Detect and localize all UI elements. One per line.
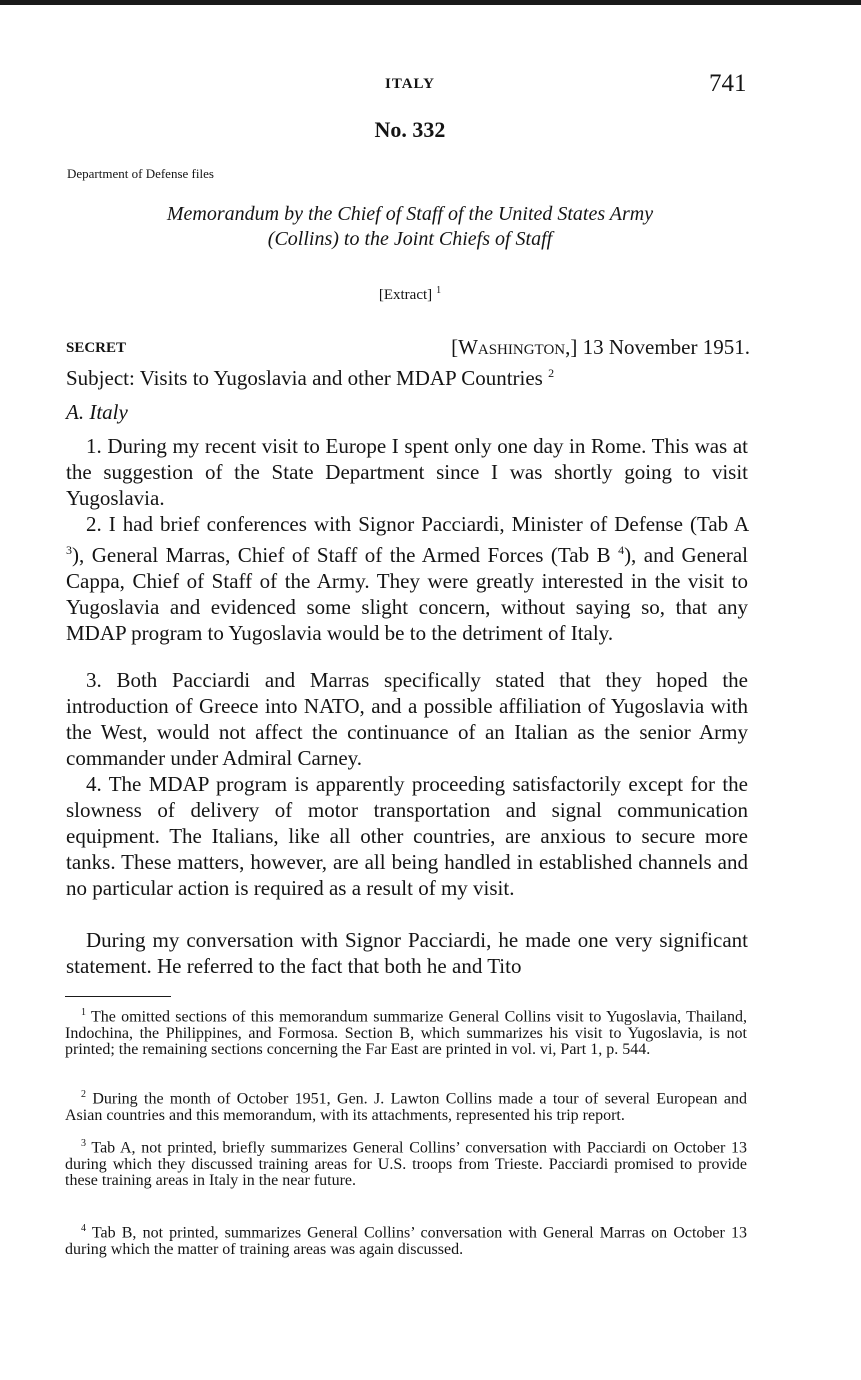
- paragraph-2-part-b: ), General Marras, Chief of Staff of the Armed Forces (Tab B: [72, 543, 611, 567]
- page-top-edge: [0, 0, 861, 5]
- section-heading: A. Italy: [66, 400, 128, 424]
- document-title-line-1: Memorandum by the Chief of Staff of the United States Army: [166, 203, 654, 225]
- extract-label: [0, 285, 820, 304]
- footnote-ref-2: 2: [548, 366, 555, 380]
- footnote-4-text: Tab B, not printed, summarizes General Collins’ conversation with General Marras on October 13 during which the matter of training areas was again discussed.: [65, 1224, 747, 1258]
- footnote-2-marker: 2: [81, 1089, 86, 1100]
- footnote-ref-1: 1: [436, 285, 442, 296]
- footnote-1-text: The omitted sections of this memorandum summarize General Collins visit to Yugoslavia, Thailand, Indochina, the Philippines, and Formosa. Section B, which summarizes his visit to Yugoslavia, is not printed; the remaining sections concerning the Far East are printed in vol. vi, Part 1, p. 544.: [65, 1008, 747, 1059]
- footnote-3-marker: 3: [81, 1138, 86, 1149]
- footnote-1-marker: 1: [81, 1007, 86, 1018]
- running-head: ITALY: [384, 76, 436, 92]
- subject-text: Subject: Visits to Yugoslavia and other MDAP Countries: [66, 366, 543, 390]
- dateline-bracket-open: [: [451, 335, 459, 359]
- paragraph-4: 4. The MDAP program is apparently proceeding satisfactorily except for the slowness of delivery of motor transportation and signal communication equipment. The Italians, like all other countries, are anxious to secure more tanks. These matters, however, are all being handled in established channels and no particular action is required as a result of my visit.: [66, 772, 748, 900]
- source-note: Department of Defense files: [67, 166, 214, 181]
- footnote-4-marker: 4: [81, 1223, 86, 1234]
- paragraph-2: [66, 511, 748, 646]
- footnote-ref-4: 4: [618, 543, 625, 557]
- paragraph-2-part-c: ), and General Cappa, Chief of Staff of the Army. They were greatly interested in the visit to Yugoslavia and evidenced some slight concern, without saying so, that any MDAP program to Yugoslavia would be to the detriment of Italy.: [66, 543, 749, 645]
- footnote-3: [65, 1136, 747, 1190]
- footnote-2-text: During the month of October 1951, Gen. J. Lawton Collins made a tour of several European and Asian countries and this memorandum, with its attachments, represented his trip report.: [65, 1090, 747, 1124]
- footnote-1: [65, 1005, 747, 1059]
- document-number: No. 332: [374, 117, 446, 142]
- dateline-place: Washington: [458, 335, 566, 359]
- dateline-date: 13 November 1951.: [582, 335, 750, 359]
- extract-label-text: [Extract]: [378, 287, 433, 303]
- document-title-line-2: (Collins) to the Joint Chiefs of Staff: [267, 228, 553, 250]
- footnote-4: [65, 1221, 747, 1258]
- classification-marking: SECRET: [66, 340, 127, 356]
- footnote-3-text: Tab A, not printed, briefly summarizes General Collins’ conversation with Pacciardi on October 13 during which they discussed training areas for U.S. troops from Trieste. Pacciardi promised to provide these training areas in Italy in the near future.: [65, 1139, 747, 1190]
- paragraph-2-part-a: 2. I had brief conferences with Signor Pacciardi, Minister of Defense (Tab A: [86, 512, 748, 536]
- page-number: 741: [709, 70, 747, 97]
- dateline: [396, 335, 750, 360]
- dateline-bracket-close: ,]: [565, 335, 578, 359]
- subject-line: [66, 366, 554, 391]
- paragraph-3: 3. Both Pacciardi and Marras specifically stated that they hoped the introduction of Greece into NATO, and a possible affiliation of Yugoslavia with the West, would not affect the continuance of an Italian as the senior Army commander under Admiral Carney.: [66, 668, 748, 770]
- paragraph-5: During my conversation with Signor Pacciardi, he made one very significant statement. He referred to the fact that both he and Tito: [66, 928, 748, 978]
- footnote-2: [65, 1087, 747, 1124]
- document-title: [60, 202, 760, 252]
- footnote-divider: [65, 996, 171, 997]
- footnote-ref-3: 3: [66, 543, 72, 557]
- paragraph-1: 1. During my recent visit to Europe I spent only one day in Rome. This was at the suggestion of the State Department since I was shortly going to visit Yugoslavia.: [66, 434, 748, 510]
